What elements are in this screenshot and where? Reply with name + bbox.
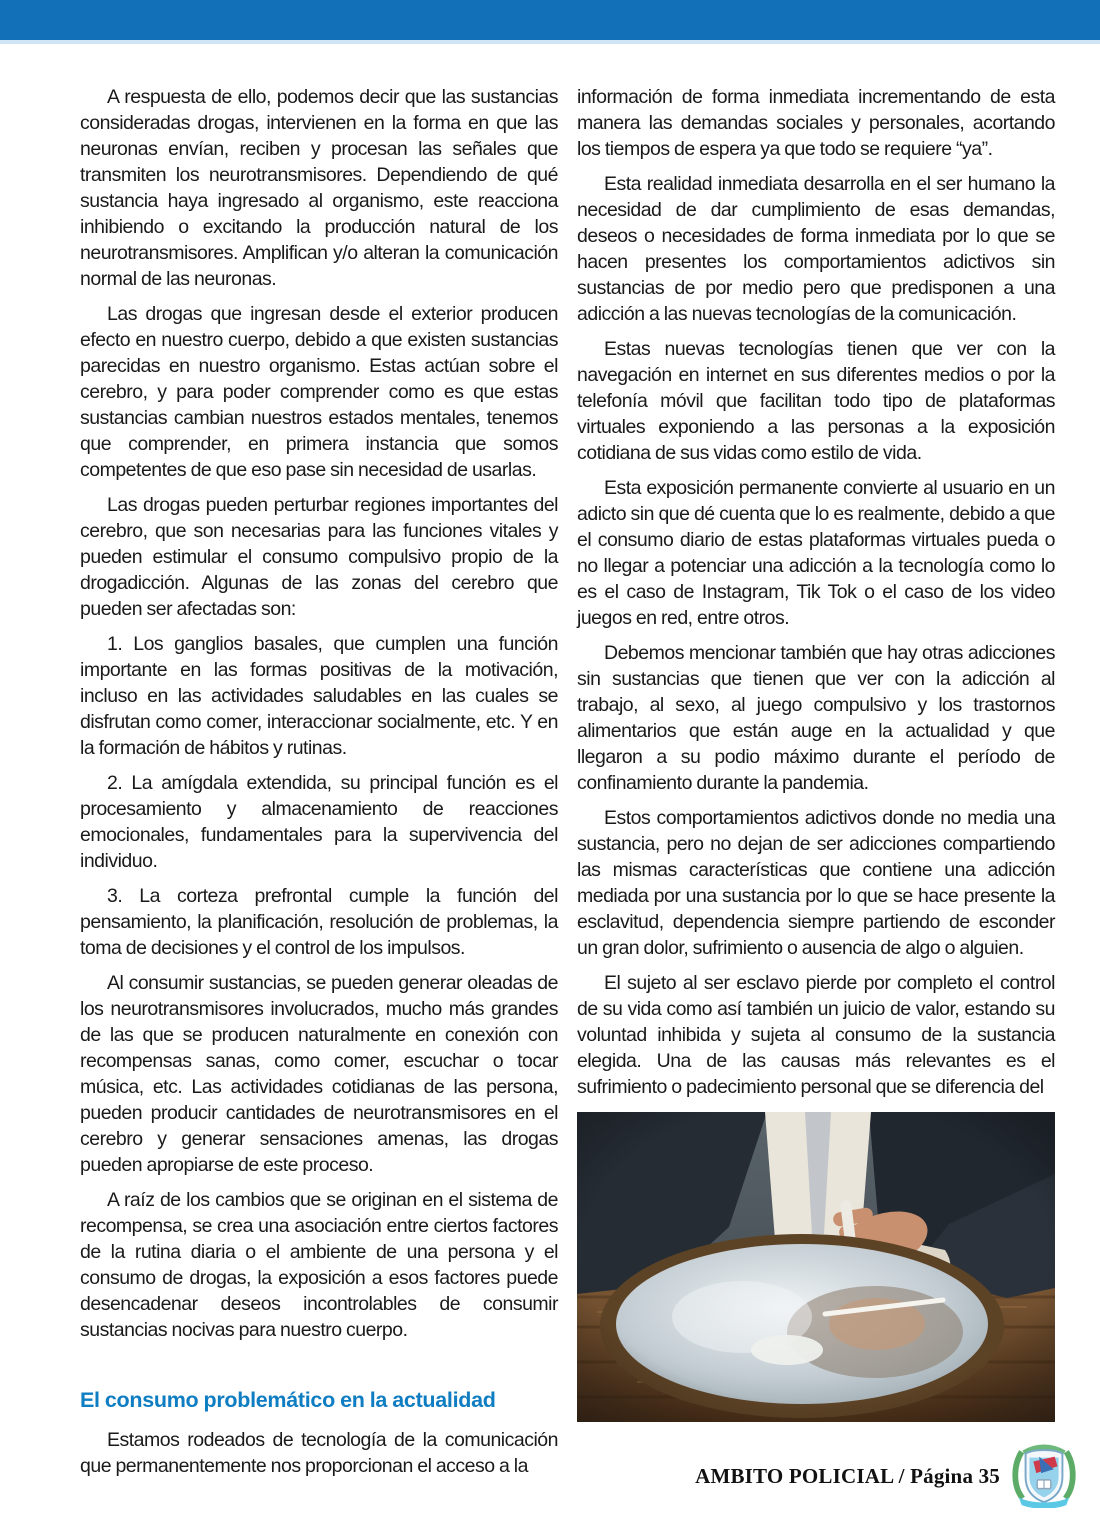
article-paragraph: A respuesta de ello, podemos decir que las sustancias consideradas drogas, intervienen en la forma en que las neuronas envían, reciben y procesan las señales que transmiten los neurotransmisores. Dependiendo de qué sustancia haya ingresado al organismo, este reacciona inhibiendo o excitando la producción natural de los neurotransmisores. Amplifican y/o alteran la comunicación normal de las neuronas. <box>80 86 558 290</box>
footer-page-label: AMBITO POLICIAL / Página 35 <box>695 1463 1000 1488</box>
article-list-item: 2. La amígdala extendida, su principal función es el procesamiento y almacenamiento de reacciones emocionales, fundamentales para la supervivencia del individuo. <box>80 772 558 872</box>
article-column-left <box>80 84 558 1488</box>
magazine-crest-logo <box>1010 1444 1078 1508</box>
article-list-item: 3. La corteza prefrontal cumple la función del pensamiento, la planificación, resolución de problemas, la toma de decisiones y el control de los impulsos. <box>80 885 558 959</box>
article-paragraph: información de forma inmediata incrementando de esta manera las demandas sociales y personales, acortando los tiempos de espera ya que todo se requiere “ya”. <box>577 86 1055 160</box>
section-heading: El consumo problemático en la actualidad <box>80 1388 496 1412</box>
page-footer <box>695 1443 1078 1509</box>
article-paragraph: Al consumir sustancias, se pueden generar oleadas de los neurotransmisores involucrados, mucho más grandes de las que se producen naturalmente en conexión con recompensas sanas, como comer, escuchar o tocar música, etc. Las actividades cotidianas de las persona, pueden producir cantidades de neurotransmisores en el cerebro y generar sensaciones amenas, las drogas pueden apropiarse de este proceso. <box>80 972 558 1176</box>
article-paragraph: Las drogas que ingresan desde el exterior producen efecto en nuestro cuerpo, debido a que existen sustancias parecidas en nuestro organismo. Estas actúan sobre el cerebro, y para poder comprender como es que estas sustancias cambian nuestros estados mentales, tenemos que comprender, en primera instancia que somos competentes de que eso pase sin necesidad de usarlas. <box>80 303 558 481</box>
article-column-right <box>577 84 1055 1422</box>
article-paragraph: Esta exposición permanente convierte al usuario en un adicto sin que dé cuenta que lo es realmente, debido a que el consumo diario de estas plataformas virtuales pueda o no llegar a potenciar una adicción a la tecnología como lo es el caso de Instagram, Tik Tok o el caso de los video juegos en red, entre otros. <box>577 477 1055 629</box>
article-paragraph: A raíz de los cambios que se originan en el sistema de recompensa, se crea una asociación entre ciertos factores de la rutina diaria o el ambiente de una persona y el consumo de drogas, la exposición a esos factores puede desencadenar deseos incontrolables de consumir sustancias nocivas para nuestro cuerpo. <box>80 1189 558 1341</box>
article-list-item: 1. Los ganglios basales, que cumplen una función importante en las formas positivas de la motivación, incluso en las actividades saludables en las cuales se disfrutan como comer, interaccionar socialmente, etc. Y en la formación de hábitos y rutinas. <box>80 633 558 759</box>
article-photo <box>577 1112 1055 1422</box>
article-paragraph: Estas nuevas tecnologías tienen que ver con la navegación en internet en sus diferentes medios o por la telefonía móvil que facilitan todo tipo de plataformas virtuales exponiendo a las personas a la exposición cotidiana de sus vidas como estilo de vida. <box>577 338 1055 464</box>
article-paragraph: El sujeto al ser esclavo pierde por completo el control de su vida como así también un juicio de valor, estando su voluntad inhibida y sujeta al consumo de la sustancia elegida. Una de las causas más relevantes es el sufrimiento o padecimiento personal que se diferencia del <box>577 972 1055 1098</box>
article-paragraph: Esta realidad inmediata desarrolla en el ser humano la necesidad de dar cumplimiento de esas demandas, deseos o necesidades de forma inmediata por lo que se hacen presentes los comportamientos adictivos sin sustancias de por medio pero que predisponen a una adicción a las nuevas tecnologías de la comunicación. <box>577 173 1055 325</box>
top-accent-bar <box>0 0 1100 44</box>
article-paragraph: Debemos mencionar también que hay otras adicciones sin sustancias que tienen que ver con la adicción al trabajo, al sexo, al juego compulsivo y los trastornos alimentarios que están auge en la actualidad y que llegaron a su podio máximo durante el período de confinamiento durante la pandemia. <box>577 642 1055 794</box>
article-paragraph: Las drogas pueden perturbar regiones importantes del cerebro, que son necesarias para las funciones vitales y pueden estimular el consumo compulsivo propio de la drogadicción. Algunas de las zonas del cerebro que pueden ser afectadas son: <box>80 494 558 620</box>
article-paragraph: Estamos rodeados de tecnología de la comunicación que permanentemente nos proporcionan el acceso a la <box>80 1429 558 1477</box>
article-paragraph: Estos comportamientos adictivos donde no media una sustancia, pero no dejan de ser adicciones compartiendo las mismas características que contiene una adicción mediada por una sustancia por lo que se hace presente la esclavitud, dependencia siempre partiendo de esconder un gran dolor, sufrimiento o ausencia de algo o alguien. <box>577 807 1055 959</box>
